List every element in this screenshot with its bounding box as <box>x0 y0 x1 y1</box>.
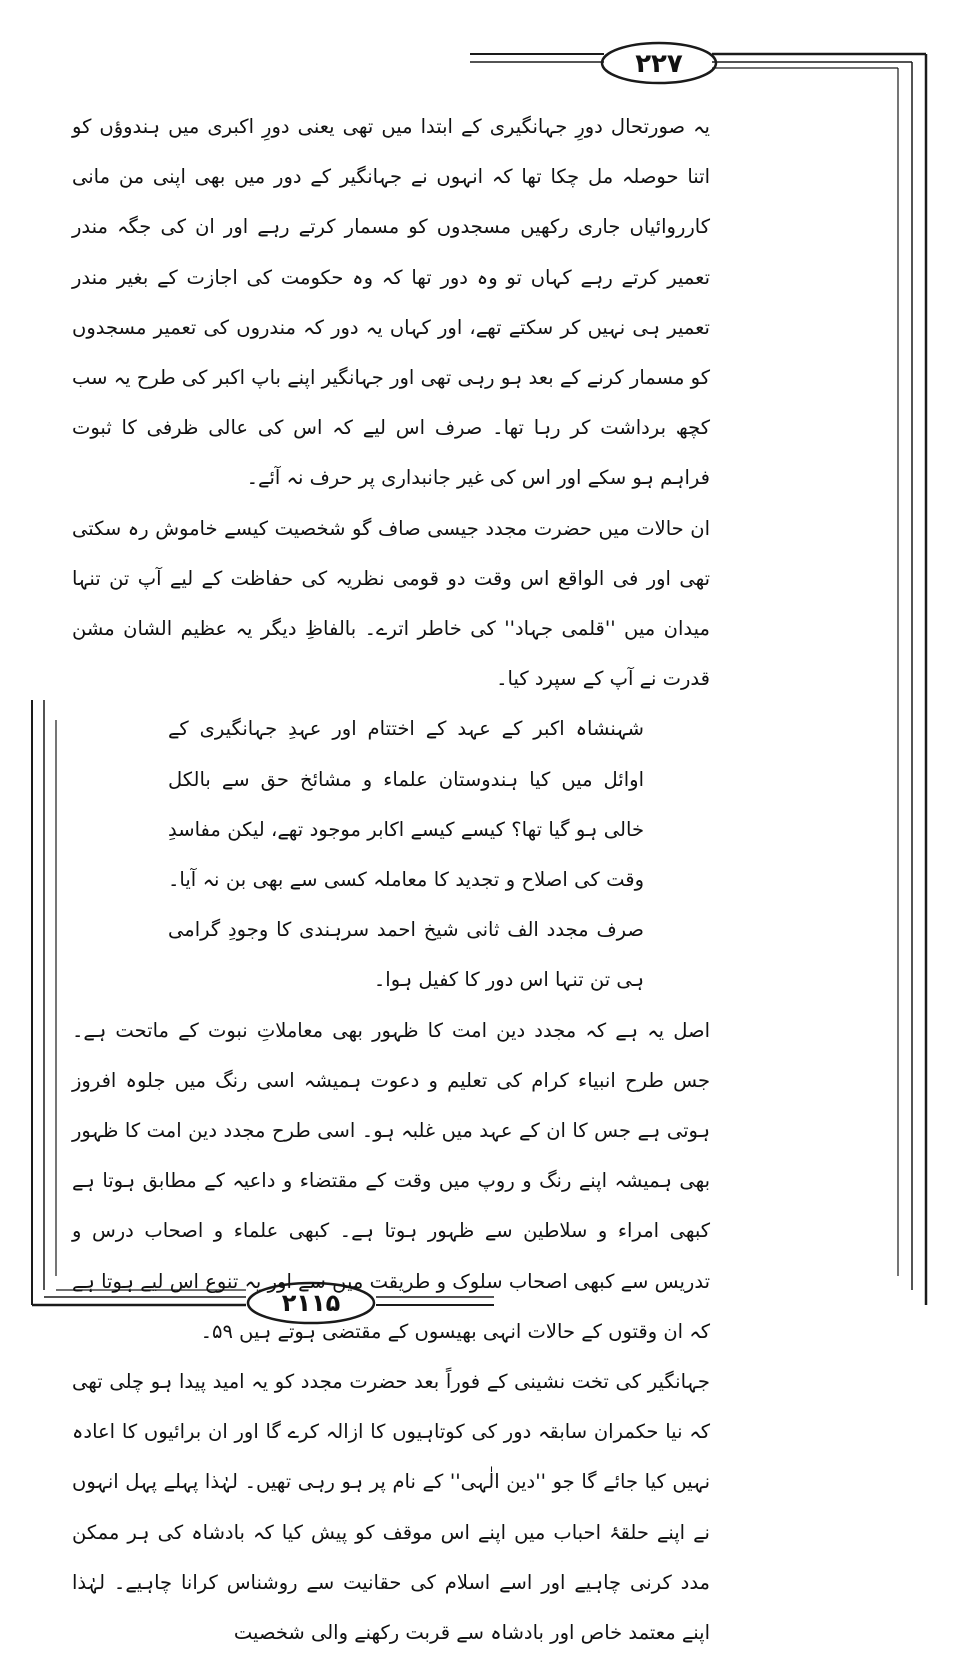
paragraph-2: ان حالات میں حضرت مجدد جیسی صاف گو شخصیت کیسے خاموش رہ سکتی تھی اور فی الواقع اس وقت دو قومی نظریہ کی حفاظت کے لیے آپ تن تنہا میدان میں ''قلمی جہاد'' کی خاطر اترے۔ بالفاظِ دیگر یہ عظیم الشان مشن قدرت نے آپ کے سپرد کیا۔ <box>72 516 710 691</box>
paragraph-4: جہانگیر کی تخت نشینی کے فوراً بعد حضرت مجدد کو یہ امید پیدا ہو چلی تھی کہ نیا حکمران سابقہ دور کی کوتاہیوں کا ازالہ کرے گا اور ان برائیوں کا اعادہ نہیں کیا جائے گا جو ''دین الٰہی'' کے نام پر ہو رہی تھیں۔ لہٰذا پہلے پہل انہوں نے اپنے حلقۂ احباب میں اپنے اس موقف کو پیش کیا کہ بادشاہ کی ہر ممکن مدد کرنی چاہیے اور اسے اسلام کی حقانیت سے روشناس کرانا چاہیے۔ لہٰذا اپنے معتمد خاص اور بادشاہ سے قربت رکھنے والی شخصیت <box>72 1370 710 1645</box>
paragraph-1: یہ صورتحال دورِ جہانگیری کے ابتدا میں تھی یعنی دورِ اکبری میں ہندوؤں کو اتنا حوصلہ مل چکا تھا کہ انہوں نے جہانگیر کے دور میں بھی اپنی من مانی کارروائیاں جاری رکھیں مسجدوں کو مسمار کرتے رہے اور ان کی جگہ مندر تعمیر کرتے رہے کہاں تو وہ دور تھا کہ وہ حکومت کی اجازت کے بغیر مندر تعمیر ہی نہیں کر سکتے تھے، اور کہاں یہ دور کہ مندروں کی تعمیر مسجدوں کو مسمار کرنے کے بعد ہو رہی تھی اور جہانگیر اپنے باپ اکبر کی طرح یہ سب کچھ برداشت کر رہا تھا۔ صرف اس لیے کہ اس کی عالی ظرفی کا ثبوت فراہم ہو سکے اور اس کی غیر جانبداری پر حرف نہ آئے۔ <box>72 115 710 490</box>
page-body <box>72 102 710 1658</box>
bottom-page-number: ۲۱۱۵ <box>281 1289 341 1317</box>
paragraph-3: اصل یہ ہے کہ مجدد دین امت کا ظہور بھی معاملاتِ نبوت کے ماتحت ہے۔ جس طرح انبیاء کرام کی تعلیم و دعوت ہمیشہ اسی رنگ میں جلوہ افروز ہوتی ہے جس کا ان کے عہد میں غلبہ ہو۔ اسی طرح مجدد دین امت کا ظہور بھی ہمیشہ اپنے رنگ و روپ میں وقت کے مقتضاء و داعیہ کے مطابق ہوتا ہے کبھی امراء و سلاطین سے ظہور ہوتا ہے۔ کبھی علماء و اصحاب درس و تدریس سے کبھی اصحاب سلوک و طریقت میں سے اور یہ تنوع اس لیے ہوتا ہے کہ ان وقتوں کے حالات انہی بھیسوں کے مقتضی ہوتے ہیں ۵۹۔ <box>72 1018 710 1343</box>
block-quote: شہنشاہ اکبر کے عہد کے اختتام اور عہدِ جہانگیری کے اوائل میں کیا ہندوستان علماء و مشائخ حق سے بالکل خالی ہو گیا تھا؟ کیسے کیسے اکابر موجود تھے، لیکن مفاسدِ وقت کی اصلاح و تجدید کا معاملہ کسی سے بھی بن نہ آیا۔ صرف مجدد الف ثانی شیخ احمد سرہندی کا وجودِ گرامی ہی تن تنہا اس دور کا کفیل ہوا۔ <box>168 717 644 992</box>
top-page-number: ۲۲۷ <box>635 49 683 79</box>
